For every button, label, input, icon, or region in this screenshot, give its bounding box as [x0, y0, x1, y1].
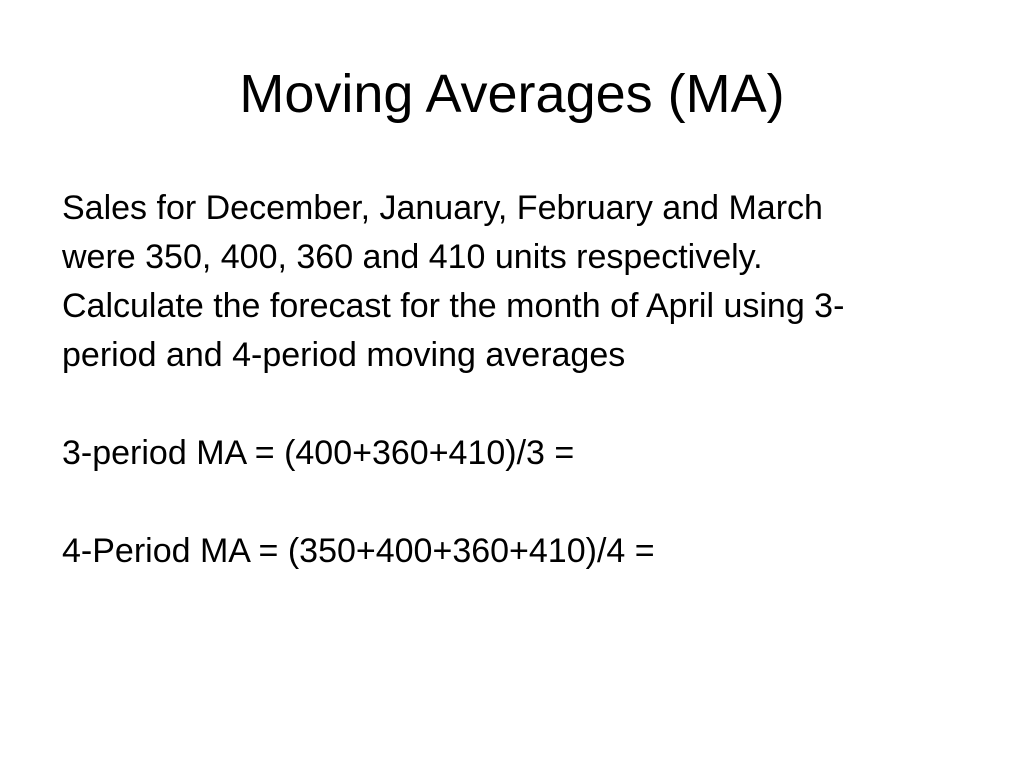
slide-title: Moving Averages (MA) [239, 64, 785, 124]
four-period-formula: 4-Period MA = (350+400+360+410)/4 = [62, 532, 655, 570]
slide-body [62, 184, 882, 576]
three-period-formula: 3-period MA = (400+360+410)/3 = [62, 434, 575, 472]
problem-statement: Sales for December, January, February and March were 350, 400, 360 and 410 units respectively. Calculate the forecast for the month of April using 3-period and 4-period moving averages [62, 189, 845, 374]
